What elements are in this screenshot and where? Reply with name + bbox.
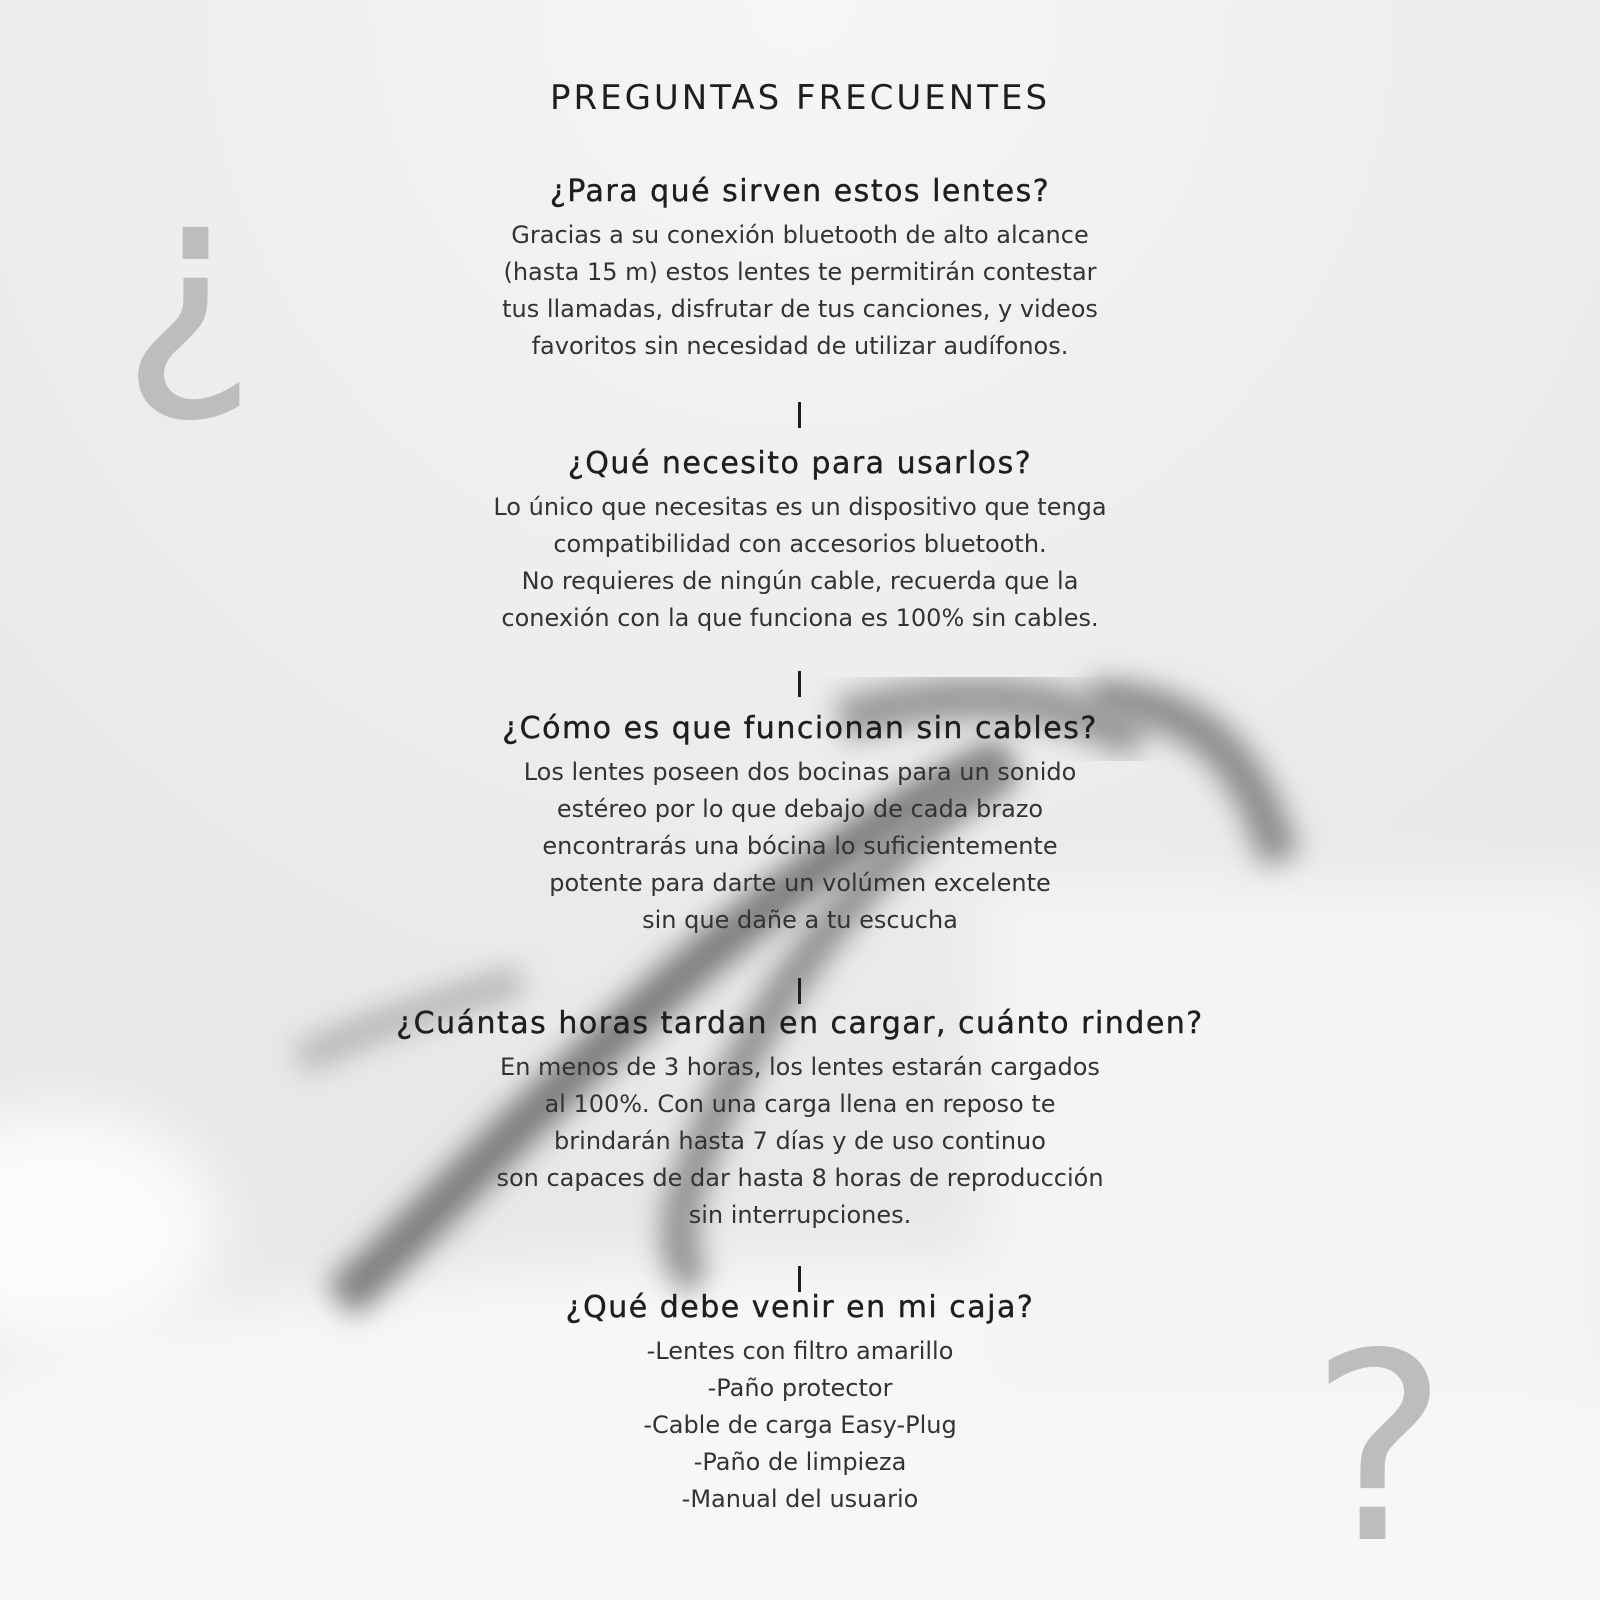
faq-answer-line: -Lentes con filtro amarillo — [646, 1337, 954, 1365]
divider — [798, 671, 801, 697]
faq-answer-line: -Paño de limpieza — [693, 1448, 907, 1476]
faq-answer-line: encontrarás una bócina lo suficientemente — [542, 832, 1058, 860]
faq-answer-line: -Cable de carga Easy-Plug — [643, 1411, 957, 1439]
divider — [798, 1266, 801, 1292]
faq-answer-line: En menos de 3 horas, los lentes estarán cargados — [500, 1053, 1100, 1081]
faq-answer-line: sin interrupciones. — [688, 1201, 912, 1229]
inverted-question-mark-icon: ¿ — [120, 129, 258, 431]
faq-answer-line: Gracias a su conexión bluetooth de alto alcance — [511, 221, 1089, 249]
faq-answer-line: al 100%. Con una carga llena en reposo te — [544, 1090, 1056, 1118]
faq-answer-line: conexión con la que funciona es 100% sin cables. — [501, 604, 1099, 632]
faq-answer-line: -Manual del usuario — [681, 1485, 919, 1513]
faq-item-2 — [0, 446, 1600, 637]
faq-answer-line: compatibilidad con accesorios bluetooth. — [553, 530, 1047, 558]
faq-item-4 — [0, 1006, 1600, 1234]
faq-question: ¿Para qué sirven estos lentes? — [549, 174, 1051, 209]
faq-question: ¿Qué necesito para usarlos? — [567, 446, 1033, 481]
faq-answer-line: -Paño protector — [707, 1374, 893, 1402]
faq-answer-line: (hasta 15 m) estos lentes te permitirán contestar — [503, 258, 1097, 286]
faq-answer-line: potente para darte un volúmen excelente — [549, 869, 1051, 897]
faq-question: ¿Cómo es que funcionan sin cables? — [502, 711, 1098, 746]
faq-answer-line: Los lentes poseen dos bocinas para un sonido — [523, 758, 1077, 786]
faq-answer-line: son capaces de dar hasta 8 horas de reproducción — [496, 1164, 1104, 1192]
faq-question: ¿Qué debe venir en mi caja? — [565, 1290, 1035, 1325]
faq-answer-line: favoritos sin necesidad de utilizar audífonos. — [531, 332, 1069, 360]
faq-answer-line: Lo único que necesitas es un dispositivo que tenga — [493, 493, 1107, 521]
faq-item-5 — [0, 1290, 1600, 1518]
divider — [798, 978, 801, 1004]
faq-answer-line: No requieres de ningún cable, recuerda que la — [521, 567, 1079, 595]
faq-answer-line: sin que dañe a tu escucha — [642, 906, 958, 934]
faq-answer-line: brindarán hasta 7 días y de uso continuo — [554, 1127, 1046, 1155]
faq-item-3 — [0, 711, 1600, 939]
faq-item-1 — [0, 174, 1600, 365]
divider — [798, 402, 801, 428]
faq-answer-line: estéreo por lo que debajo de cada brazo — [556, 795, 1044, 823]
faq-answer-line: tus llamadas, disfrutar de tus canciones, y videos — [502, 295, 1098, 323]
page-title: PREGUNTAS FRECUENTES — [549, 78, 1051, 118]
faq-question: ¿Cuántas horas tardan en cargar, cuánto rinden? — [396, 1006, 1204, 1041]
question-mark-icon: ? — [1310, 1299, 1448, 1601]
